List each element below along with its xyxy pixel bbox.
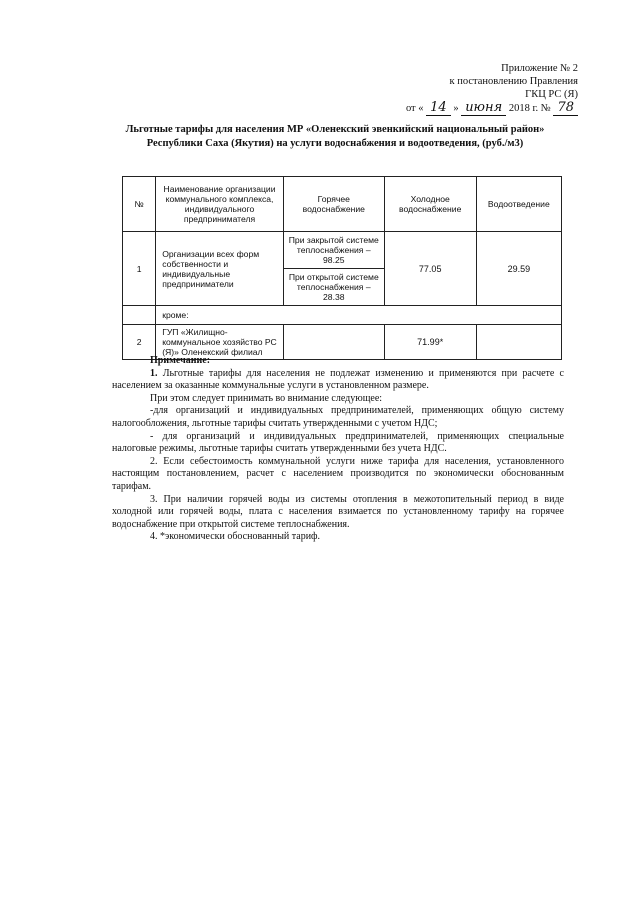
header-num: №: [123, 177, 156, 232]
date-year: 2018 г. №: [508, 103, 551, 114]
note-1-text: Льготные тарифы для населения не подлежат изменению и применяются при расчете с населением за оказанные коммунальные услуги в установленном размере.: [112, 367, 564, 392]
row1-cold: 77.05: [384, 232, 476, 306]
resolution-label: к постановлению Правления: [449, 76, 578, 87]
row1-waste: 29.59: [476, 232, 561, 306]
date-day: 14: [426, 100, 451, 116]
row1-org: Организации всех форм собственности и индивидуальные предприниматели: [156, 232, 284, 306]
date-number: 78: [553, 100, 578, 116]
note-4: 4. *экономически обоснованный тариф.: [150, 531, 321, 543]
except-num: [123, 306, 156, 325]
header-cold: Холодное водоснабжение: [384, 177, 476, 232]
row1-hot-open: При открытой системе теплоснабжения – 28.38: [283, 269, 384, 306]
row2-cold: 71.99*: [384, 325, 476, 360]
row2-org: ГУП «Жилищно-коммунальное хозяйство РС (Я)» Оленекский филиал: [156, 325, 284, 360]
table-row: [123, 232, 562, 269]
note-dash-1: -для организаций и индивидуальных предпринимателей, применяющих общую систему налогообложения, льготные тарифы считать утвержденными с учетом НДС;: [112, 405, 564, 429]
notes-heading: Примечание:: [150, 355, 211, 366]
tariff-table: [122, 176, 562, 360]
note-1: [112, 368, 564, 393]
except-label: кроме:: [156, 306, 562, 325]
date-line: [406, 101, 578, 115]
date-month: июня: [461, 100, 506, 116]
title-line-1: Льготные тарифы для населения МР «Оленекский эвенкийский национальный район»: [125, 124, 545, 135]
header-org: Наименование организации коммунального комплекса, индивидуального предпринимателя: [156, 177, 284, 232]
document-title: [100, 123, 570, 151]
note-3: 3. При наличии горячей воды из системы отопления в межотопительный период в виде холодной или горячей воды, плата с населения взимается по установленному тарифу на горячее водоснабжение при открытой системе теплоснабжения.: [112, 493, 564, 530]
header-waste: Водоотведение: [476, 177, 561, 232]
appendix-label: Приложение № 2: [501, 63, 578, 74]
title-line-2: Республики Саха (Якутия) на услуги водоснабжения и водоотведения, (руб./м3): [146, 138, 524, 149]
table-header-row: [123, 177, 562, 232]
committee-label: ГКЦ РС (Я): [525, 89, 578, 100]
date-mid: »: [453, 103, 459, 114]
row1-hot-closed: При закрытой системе теплоснабжения – 98.25: [283, 232, 384, 269]
note-consider: При этом следует принимать во внимание следующее:: [150, 392, 383, 404]
note-1-number: 1.: [150, 367, 158, 379]
notes-section: [112, 355, 564, 544]
header-hot: Горячее водоснабжение: [283, 177, 384, 232]
note-dash-2: - для организаций и индивидуальных предпринимателей, применяющих специальные налоговые режимы, льготные тарифы считать утвержденными без учета НДС.: [112, 430, 564, 455]
document-header: [406, 62, 578, 115]
row1-num: 1: [123, 232, 156, 306]
date-prefix: от «: [405, 103, 424, 114]
note-2: 2. Если себестоимость коммунальной услуги ниже тарифа для населения, установленного настоящим постановлением, расчет с населением производится по экономически обоснованным тарифам.: [112, 455, 564, 492]
row2-num: 2: [123, 325, 156, 360]
table-row: [123, 306, 562, 325]
